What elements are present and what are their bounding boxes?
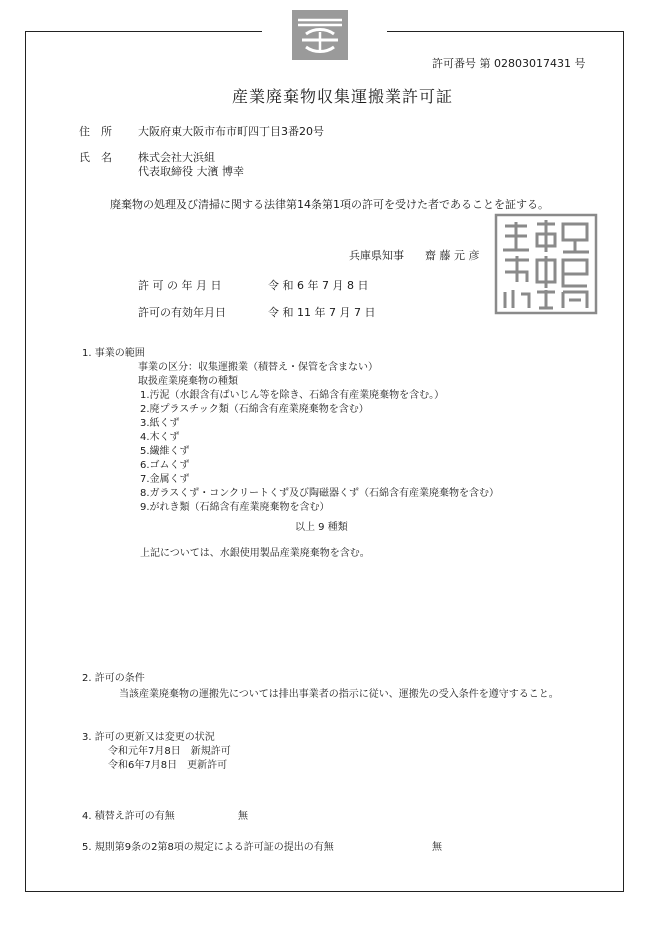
frame-top-right xyxy=(387,31,624,32)
waste-item: 1.汚泥（水銀含有ばいじん等を除き、石綿含有産業廃棄物を含む。） xyxy=(140,390,445,401)
waste-item: 8.ガラスくず・コンクリートくず及び陶磁器くず（石綿含有産業廃棄物を含む） xyxy=(140,488,500,499)
expiry-date-label: 許可の有効年月日 xyxy=(138,306,226,319)
name-label: 氏 名 xyxy=(79,151,112,164)
history-entry: 令和6年7月8日 更新許可 xyxy=(108,760,228,771)
waste-item: 5.繊維くず xyxy=(140,446,190,457)
section1-heading: 1. 事業の範囲 xyxy=(82,348,145,359)
submission-value: 無 xyxy=(432,842,442,853)
address-label: 住 所 xyxy=(79,125,112,138)
issuer-name: 齋 藤 元 彦 xyxy=(425,249,480,262)
permit-number: 許可番号 第 02803017431 号 xyxy=(432,57,586,70)
document-title: 産業廃棄物収集運搬業許可証 xyxy=(232,87,454,106)
waste-item: 7.金属くず xyxy=(140,474,190,485)
issuer-title: 兵庫県知事 xyxy=(349,249,404,262)
waste-item: 6.ゴムくず xyxy=(140,460,190,471)
permit-date-value: 令 和 6 年 7 月 8 日 xyxy=(268,279,369,292)
waste-types-heading: 取扱産業廃棄物の種類 xyxy=(138,376,238,387)
waste-types-summary: 以上 9 種類 xyxy=(295,522,348,533)
mercury-note: 上記については、水銀使用製品産業廃棄物を含む。 xyxy=(140,548,370,559)
waste-item: 4.木くず xyxy=(140,432,180,443)
waste-item: 3.紙くず xyxy=(140,418,180,429)
permit-date-label: 許 可 の 年 月 日 xyxy=(138,279,222,292)
prefecture-emblem-icon xyxy=(292,10,348,60)
section4-heading: 4. 積替え許可の有無 xyxy=(82,811,175,822)
frame-bottom xyxy=(25,891,624,892)
expiry-date-value: 令 和 11 年 7 月 7 日 xyxy=(268,306,376,319)
company-name: 株式会社大浜組 xyxy=(138,151,215,164)
business-category: 事業の区分：収集運搬業（積替え・保管を含まない） xyxy=(138,362,378,373)
official-seal-icon xyxy=(493,212,599,316)
transfer-permit-value: 無 xyxy=(238,811,248,822)
representative-name: 代表取締役 大濱 博幸 xyxy=(138,165,244,178)
frame-top-left xyxy=(25,31,262,32)
history-entry: 令和元年7月8日 新規許可 xyxy=(108,746,231,757)
section2-heading: 2. 許可の条件 xyxy=(82,673,145,684)
section5-heading: 5. 規則第9条の2第8項の規定による許可証の提出の有無 xyxy=(82,842,334,853)
section3-heading: 3. 許可の更新又は変更の状況 xyxy=(82,732,215,743)
frame-right xyxy=(623,31,624,892)
waste-item: 9.がれき類（石綿含有産業廃棄物を含む） xyxy=(140,502,330,513)
permit-conditions-text: 当該産業廃棄物の運搬先については排出事業者の指示に従い、運搬先の受入条件を遵守すること。 xyxy=(119,689,559,700)
certification-text: 廃棄物の処理及び清掃に関する法律第14条第1項の許可を受けた者であることを証する。 xyxy=(110,198,549,211)
waste-item: 2.廃プラスチック類（石綿含有産業廃棄物を含む） xyxy=(140,404,369,415)
frame-left xyxy=(25,31,26,892)
address-value: 大阪府東大阪市布市町四丁目3番20号 xyxy=(138,125,324,138)
